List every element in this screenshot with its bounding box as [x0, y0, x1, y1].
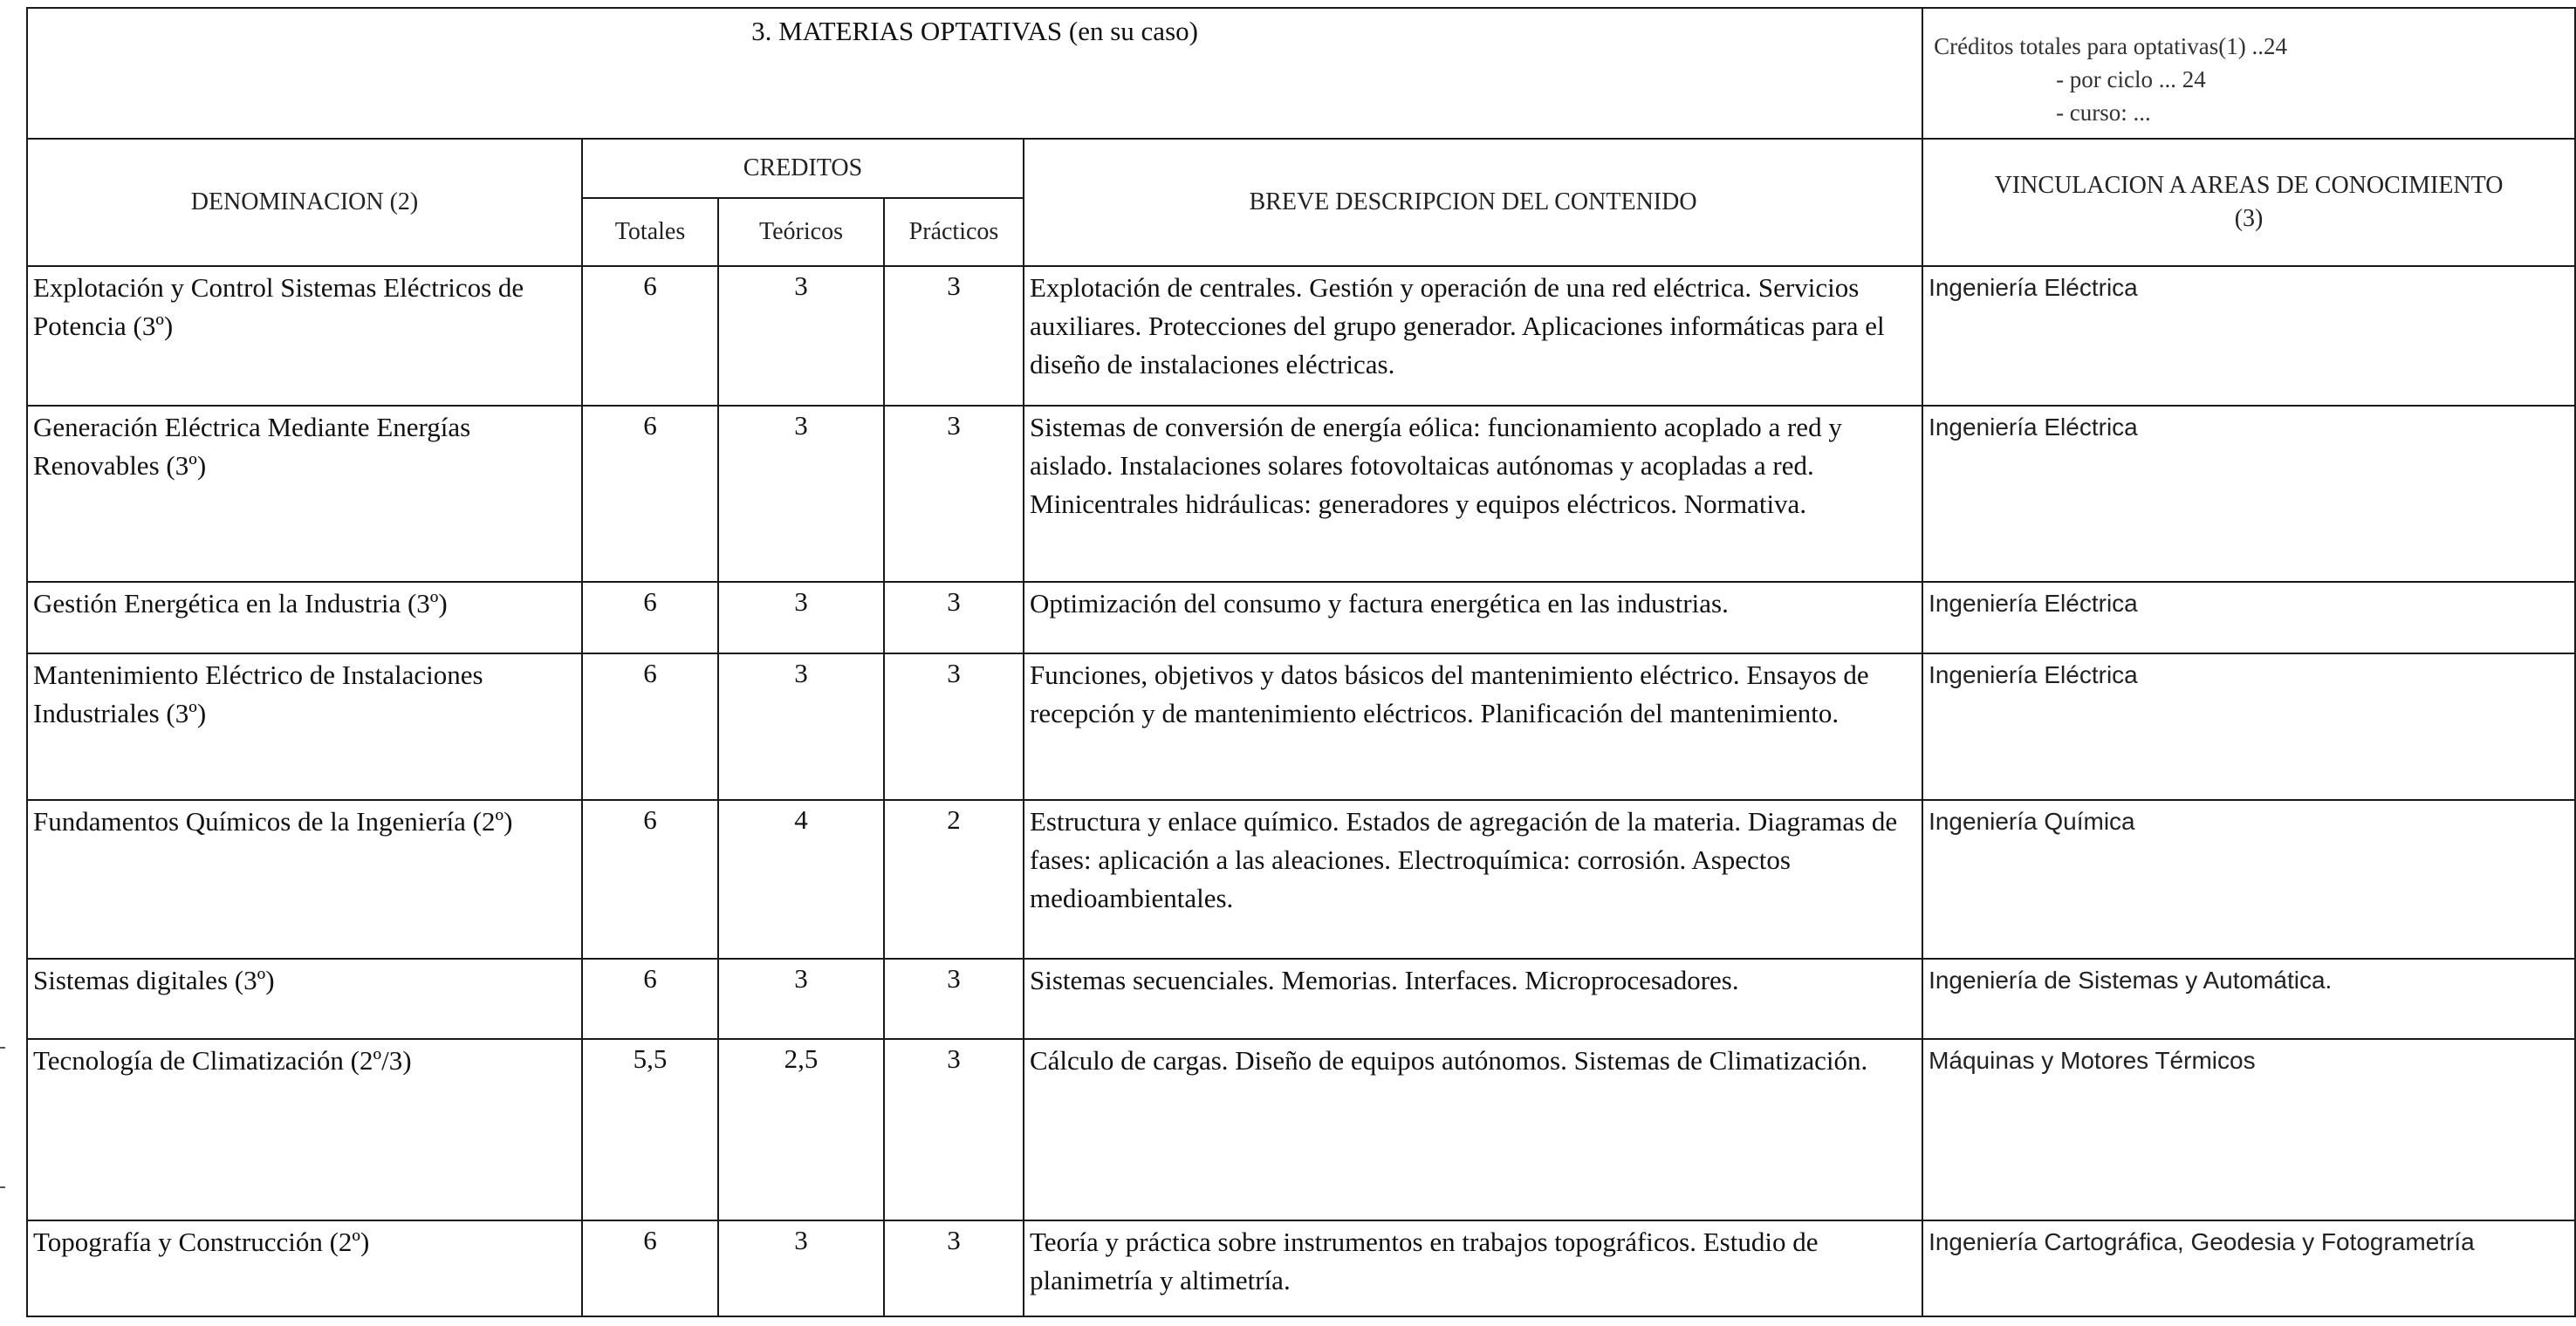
credits-teoricos: 3 [718, 406, 884, 582]
credits-teoricos: 3 [718, 266, 884, 406]
credits-teoricos: 3 [718, 959, 884, 1039]
subject-name: Gestión Energética en la Industria (3º) [27, 582, 582, 653]
subject-description: Funciones, objetivos y datos básicos del mantenimiento eléctrico. Ensayos de recepción y de mantenimiento eléctricos. Planificación del mantenimiento. [1024, 653, 1922, 800]
knowledge-area: Ingeniería Eléctrica [1922, 582, 2575, 653]
subject-name: Mantenimiento Eléctrico de Instalaciones Industriales (3º) [27, 653, 582, 800]
credits-teoricos: 3 [718, 1220, 884, 1316]
credits-cycle: - por ciclo ... 24 [2056, 66, 2206, 92]
knowledge-area: Ingeniería Eléctrica [1922, 653, 2575, 800]
credits-practicos: 3 [884, 266, 1024, 406]
col-header-creditos: CREDITOS [582, 139, 1024, 198]
credits-practicos: 3 [884, 959, 1024, 1039]
subject-name: Generación Eléctrica Mediante Energías Renovables (3º) [27, 406, 582, 582]
subject-name: Fundamentos Químicos de la Ingeniería (2º) [27, 800, 582, 959]
table-row [27, 959, 2575, 1039]
subject-name: Topografía y Construcción (2º) [27, 1220, 582, 1316]
knowledge-area: Ingeniería Cartográfica, Geodesia y Fotogrametría [1922, 1220, 2575, 1316]
credits-course: - curso: ... [2056, 99, 2151, 126]
vinculacion-note: (3) [2234, 205, 2264, 232]
credits-practicos: 3 [884, 582, 1024, 653]
subject-name: Tecnología de Climatización (2º/3) [27, 1039, 582, 1220]
subject-description: Teoría y práctica sobre instrumentos en trabajos topográficos. Estudio de planimetría y altimetría. [1024, 1220, 1922, 1316]
credits-practicos: 3 [884, 1220, 1024, 1316]
credits-total: Créditos totales para optativas(1) ..24 [1934, 33, 2287, 59]
subject-description: Cálculo de cargas. Diseño de equipos autónomos. Sistemas de Climatización. [1024, 1039, 1922, 1220]
credits-totales: 6 [582, 406, 718, 582]
col-header-denominacion: DENOMINACION (2) [27, 139, 582, 266]
table-row [27, 1039, 2575, 1220]
vinculacion-label: VINCULACION A AREAS DE CONOCIMIENTO [1994, 172, 2504, 199]
credits-teoricos: 4 [718, 800, 884, 959]
knowledge-area: Máquinas y Motores Térmicos [1922, 1039, 2575, 1220]
subject-description: Optimización del consumo y factura energética en las industrias. [1024, 582, 1922, 653]
subject-name: Sistemas digitales (3º) [27, 959, 582, 1039]
table-row [27, 800, 2575, 959]
knowledge-area: Ingeniería Química [1922, 800, 2575, 959]
credits-teoricos: 2,5 [718, 1039, 884, 1220]
credits-totales: 6 [582, 1220, 718, 1316]
table-row [27, 406, 2575, 582]
knowledge-area: Ingeniería Eléctrica [1922, 266, 2575, 406]
credits-totales: 6 [582, 800, 718, 959]
col-header-totales: Totales [582, 198, 718, 266]
credits-practicos: 3 [884, 406, 1024, 582]
margin-mark [0, 1047, 5, 1049]
optional-subjects-table [26, 7, 2576, 1317]
knowledge-area: Ingeniería Eléctrica [1922, 406, 2575, 582]
col-header-vinculacion [1922, 139, 2575, 266]
section-title: 3. MATERIAS OPTATIVAS (en su caso) [751, 16, 1198, 46]
subject-name: Explotación y Control Sistemas Eléctricos de Potencia (3º) [27, 266, 582, 406]
credits-totales: 6 [582, 959, 718, 1039]
subject-description: Sistemas de conversión de energía eólica: funcionamiento acoplado a red y aislado. Instalaciones solares fotovoltaicas autónomas y acopladas a red. Minicentrales hidráulicas: generadores y equipos eléctricos. Normativa. [1024, 406, 1922, 582]
credits-practicos: 3 [884, 653, 1024, 800]
credits-totales: 6 [582, 653, 718, 800]
credits-practicos: 3 [884, 1039, 1024, 1220]
table-row [27, 1220, 2575, 1316]
title-row [27, 8, 2575, 139]
col-header-descripcion: BREVE DESCRIPCION DEL CONTENIDO [1024, 139, 1922, 266]
subject-description: Sistemas secuenciales. Memorias. Interfaces. Microprocesadores. [1024, 959, 1922, 1039]
margin-mark [0, 1186, 5, 1188]
knowledge-area: Ingeniería de Sistemas y Automática. [1922, 959, 2575, 1039]
credits-totales: 6 [582, 266, 718, 406]
credits-teoricos: 3 [718, 653, 884, 800]
subject-description: Explotación de centrales. Gestión y operación de una red eléctrica. Servicios auxiliares. Protecciones del grupo generador. Aplicaciones informáticas para el diseño de instalaciones eléctricas. [1024, 266, 1922, 406]
credits-totales: 5,5 [582, 1039, 718, 1220]
credits-summary [1922, 8, 2575, 139]
header-row-1 [27, 139, 2575, 198]
table-row [27, 266, 2575, 406]
table-row [27, 582, 2575, 653]
credits-practicos: 2 [884, 800, 1024, 959]
section-title-cell [27, 8, 1922, 139]
table-row [27, 653, 2575, 800]
subject-description: Estructura y enlace químico. Estados de agregación de la materia. Diagramas de fases: aplicación a las aleaciones. Electroquímica: corrosión. Aspectos medioambientales. [1024, 800, 1922, 959]
credits-teoricos: 3 [718, 582, 884, 653]
credits-totales: 6 [582, 582, 718, 653]
col-header-practicos: Prácticos [884, 198, 1024, 266]
col-header-teoricos: Teóricos [718, 198, 884, 266]
